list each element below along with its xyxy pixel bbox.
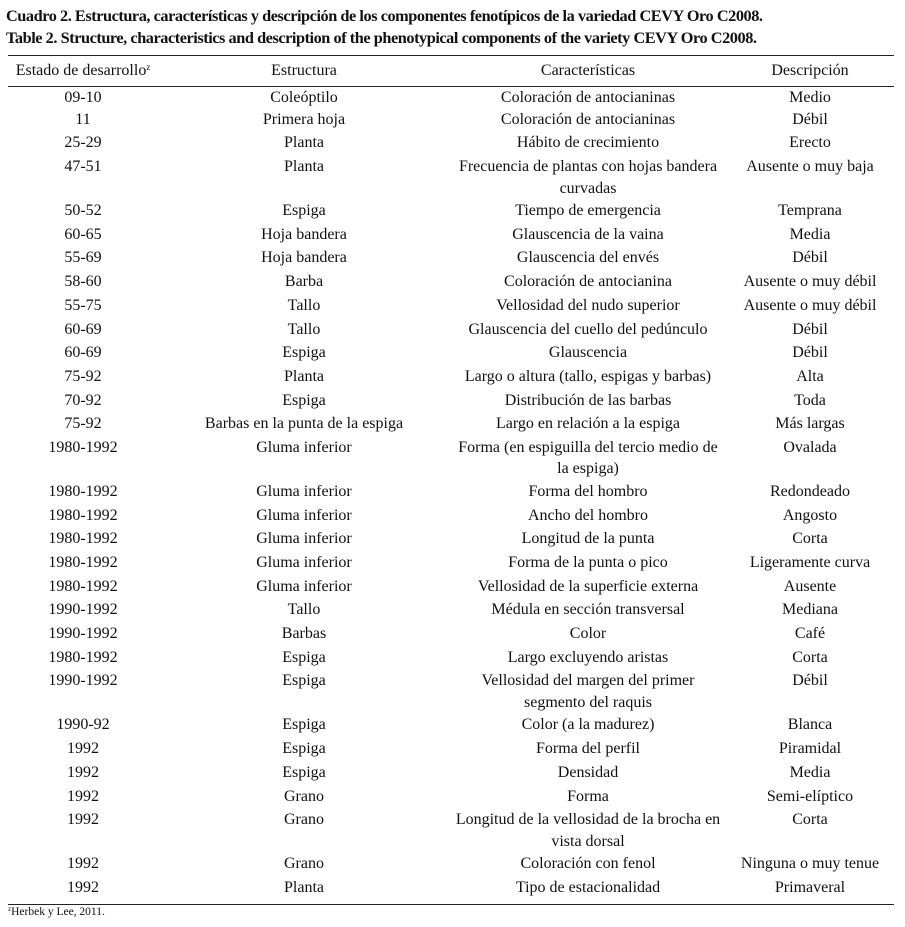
cell-characteristic: Longitud de la punta [521, 530, 655, 548]
cell-stage: 50-52 [64, 202, 102, 220]
cell-structure: Barbas [281, 625, 327, 643]
cell-stage: 1992 [67, 740, 99, 758]
cell-description: Ausente o muy débil [743, 273, 877, 291]
cell-structure: Espiga [282, 763, 326, 781]
cell-structure: Primera hoja [262, 110, 346, 128]
cell-stage: 55-69 [64, 249, 102, 267]
table-row [8, 366, 894, 390]
table-row [8, 413, 894, 437]
cell-structure: Gluma inferior [256, 438, 352, 456]
cell-structure: Gluma inferior [256, 530, 352, 548]
cell-characteristic: Color (a la madurez) [521, 716, 655, 734]
table-caption-english: Table 2. Structure, characteristics and description of the phenotypical components of the variety CEVY Oro C2008. [6, 28, 757, 47]
table-row [8, 877, 894, 901]
cell-stage: 1980-1992 [48, 506, 118, 524]
cell-structure: Gluma inferior [256, 482, 352, 500]
cell-characteristic: Forma [567, 787, 609, 805]
cell-characteristic: Frecuencia de plantas con hojas bandera curvadas [458, 158, 718, 197]
table-row [8, 295, 894, 319]
table-row [8, 247, 894, 271]
cell-characteristic: Forma (en espiguilla del tercio medio de la espiga) [458, 438, 718, 478]
cell-structure: Espiga [282, 672, 326, 690]
cell-description: Primaveral [774, 878, 846, 896]
cell-stage: 1980-1992 [48, 482, 118, 500]
cell-description: Medio [789, 89, 831, 106]
cell-description: Alta [796, 367, 824, 385]
cell-structure: Grano [284, 811, 324, 829]
cell-description: Mediana [782, 601, 838, 619]
cell-description: Temprana [778, 202, 842, 220]
cell-description: Débil [792, 344, 828, 362]
table-row [8, 647, 894, 671]
table-row [8, 714, 894, 738]
cell-stage: 58-60 [64, 273, 102, 291]
table-body [8, 85, 894, 901]
header-row [8, 56, 894, 85]
cell-stage: 1992 [67, 763, 99, 781]
cell-structure: Espiga [282, 648, 326, 666]
table-row [8, 599, 894, 623]
table-row [8, 156, 894, 200]
cell-characteristic: Ancho del hombro [528, 506, 648, 524]
cell-characteristic: Longitud de la vellosidad de la brocha en vista dorsal [455, 811, 721, 850]
cell-description: Redondeado [770, 482, 850, 500]
cell-stage: 60-69 [64, 320, 102, 338]
cell-characteristic: Forma de la punta o pico [508, 554, 668, 571]
cell-description: Más largas [775, 415, 845, 433]
cell-stage: 11 [75, 110, 91, 128]
cell-characteristic: Vellosidad del nudo superior [496, 296, 680, 314]
cell-characteristic: Vellosidad de la superficie externa [477, 577, 699, 595]
cell-structure: Gluma inferior [256, 506, 352, 524]
cell-structure: Planta [284, 367, 324, 385]
header-description: Descripción [771, 62, 849, 79]
cell-characteristic: Tipo de estacionalidad [515, 878, 661, 896]
cell-characteristic: Glauscencia del envés [516, 249, 660, 267]
table-row [8, 552, 894, 576]
footnote-marker: z [146, 62, 151, 72]
cell-structure: Espiga [282, 391, 326, 409]
cell-structure: Gluma inferior [256, 554, 352, 571]
cell-stage: 75-92 [64, 415, 102, 433]
cell-stage: 25-29 [64, 134, 102, 152]
cell-structure: Planta [284, 134, 324, 152]
cell-description: Débil [792, 110, 828, 128]
cell-description: Ausente o muy baja [746, 158, 874, 176]
table-row [8, 576, 894, 600]
cell-stage: 70-92 [64, 391, 102, 409]
table-row [8, 670, 894, 714]
cell-structure: Hoja bandera [261, 249, 347, 267]
cell-stage: 1990-1992 [48, 601, 118, 619]
cell-description: Ligeramente curva [749, 554, 871, 571]
table-row [8, 528, 894, 552]
cell-stage: 1980-1992 [48, 577, 118, 595]
cell-stage: 1992 [67, 811, 99, 829]
cell-description: Media [789, 763, 831, 781]
cell-description: Débil [792, 249, 828, 267]
cell-structure: Tallo [287, 296, 321, 314]
table-row [8, 132, 894, 156]
cell-stage: 1980-1992 [48, 438, 118, 456]
cell-characteristic: Coloración con fenol [520, 855, 656, 873]
cell-characteristic: Glauscencia del cuello del pedúnculo [468, 320, 708, 338]
cell-characteristic: Hábito de crecimiento [516, 134, 660, 152]
table-row [8, 271, 894, 295]
cell-description: Piramidal [778, 740, 842, 758]
cell-stage: 09-10 [64, 89, 102, 106]
cell-structure: Espiga [282, 344, 326, 362]
cell-structure: Barba [284, 273, 324, 291]
cell-description: Blanca [787, 716, 833, 734]
cell-structure: Coleóptilo [270, 89, 338, 106]
table-row [8, 738, 894, 762]
cell-description: Ovalada [783, 438, 837, 456]
cell-characteristic: Médula en sección transversal [491, 601, 685, 619]
cell-stage: 1992 [67, 878, 99, 896]
table-row [8, 85, 894, 109]
cell-structure: Hoja bandera [261, 225, 347, 243]
cell-structure: Barbas en la punta de la espiga [204, 415, 404, 433]
table-row [8, 342, 894, 366]
cell-characteristic: Color [569, 625, 607, 643]
header-stage: Estado de desarrollo$^z$ [15, 62, 151, 79]
table-row [8, 809, 894, 853]
table-row [8, 390, 894, 414]
cell-description: Café [794, 625, 826, 643]
cell-description: Ausente o muy débil [743, 296, 877, 314]
cell-characteristic: Densidad [557, 763, 619, 781]
cell-stage: 75-92 [64, 367, 102, 385]
footnote: $^z$Herbek y Lee, 2011. [8, 905, 105, 918]
cell-description: Erecto [789, 134, 831, 152]
table-row [8, 319, 894, 343]
cell-characteristic: Glauscencia de la vaina [512, 225, 664, 243]
cell-characteristic: Largo en relación a la espiga [495, 415, 681, 433]
table-row [8, 224, 894, 248]
cell-stage: 1992 [67, 787, 99, 805]
table-row [8, 853, 894, 877]
cell-stage: 47-51 [64, 158, 102, 176]
cell-structure: Grano [284, 855, 324, 873]
cell-characteristic: Coloración de antocianina [504, 273, 672, 291]
cell-structure: Gluma inferior [256, 577, 352, 595]
cell-stage: 60-69 [64, 344, 102, 362]
cell-stage: 60-65 [64, 225, 102, 243]
cell-description: Corta [792, 530, 828, 548]
cell-characteristic: Largo o altura (tallo, espigas y barbas) [464, 367, 712, 385]
cell-description: Semi-elíptico [766, 787, 854, 805]
cell-description: Ninguna o muy tenue [740, 855, 880, 873]
table-row [8, 481, 894, 505]
cell-structure: Espiga [282, 716, 326, 734]
cell-structure: Grano [284, 787, 324, 805]
table-row [8, 437, 894, 481]
cell-characteristic: Vellosidad del margen del primer segmento del raquis [481, 672, 695, 711]
cell-description: Corta [792, 648, 828, 666]
table-caption-spanish: Cuadro 2. Estructura, características y descripción de los componentes fenotípicos de la variedad CEVY Oro C2008. [6, 6, 763, 25]
cell-stage: 1980-1992 [48, 648, 118, 666]
cell-structure: Tallo [287, 320, 321, 338]
cell-description: Media [789, 225, 831, 243]
cell-description: Débil [792, 320, 828, 338]
cell-characteristic: Coloración de antocianinas [500, 110, 676, 128]
table-row [8, 200, 894, 224]
table-row [8, 786, 894, 810]
cell-stage: 1990-1992 [48, 672, 118, 690]
table-row [8, 505, 894, 529]
cell-stage: 1992 [67, 855, 99, 873]
cell-structure: Planta [284, 878, 324, 896]
cell-characteristic: Distribución de las barbas [504, 391, 672, 409]
cell-structure: Espiga [282, 740, 326, 758]
cell-description: Débil [792, 672, 828, 690]
cell-characteristic: Forma del perfil [536, 740, 640, 758]
cell-characteristic: Forma del hombro [528, 482, 648, 500]
header-structure: Estructura [271, 62, 337, 79]
cell-structure: Espiga [282, 202, 326, 220]
cell-structure: Tallo [287, 601, 321, 619]
cell-description: Ausente [783, 577, 837, 595]
cell-structure: Planta [284, 158, 324, 176]
cell-characteristic: Tiempo de emergencia [515, 202, 661, 220]
cell-description: Angosto [782, 506, 838, 524]
table-row [8, 109, 894, 133]
bottom-rule [8, 904, 894, 905]
cell-characteristic: Glauscencia [548, 344, 628, 362]
cell-characteristic: Largo excluyendo aristas [507, 648, 669, 666]
cell-stage: 55-75 [64, 296, 102, 314]
header-characteristics: Características [540, 62, 636, 79]
cell-characteristic: Coloración de antocianinas [500, 89, 676, 106]
table-row [8, 623, 894, 647]
cell-stage: 1980-1992 [48, 530, 118, 548]
phenotype-table [8, 56, 894, 901]
cell-description: Toda [794, 391, 826, 409]
cell-stage: 1990-92 [56, 716, 110, 734]
cell-stage: 1990-1992 [48, 625, 118, 643]
cell-stage: 1980-1992 [48, 554, 118, 571]
cell-description: Corta [792, 811, 828, 829]
table-row [8, 762, 894, 786]
